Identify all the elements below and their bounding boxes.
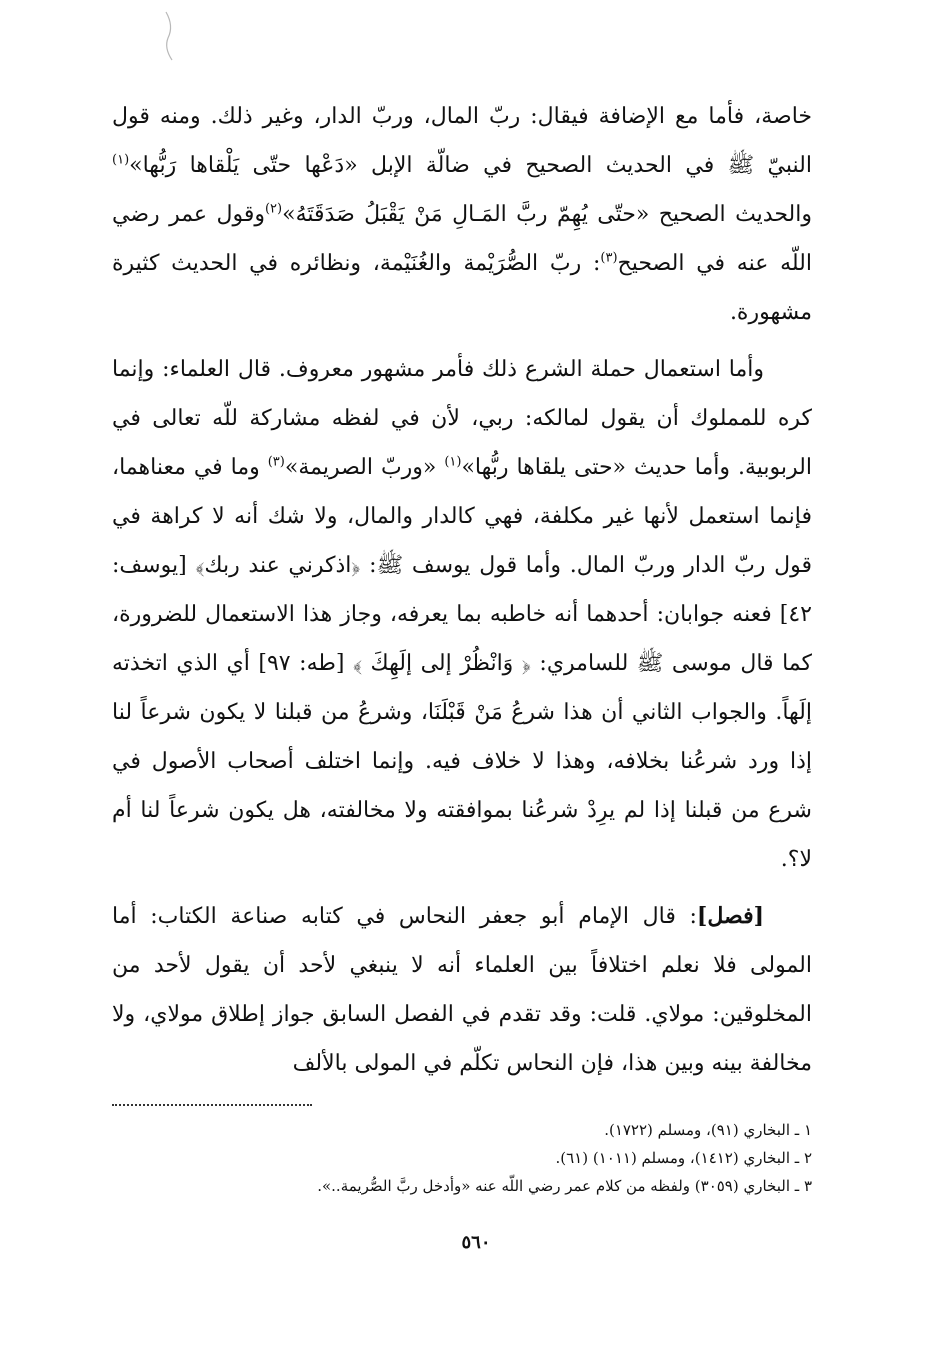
- paragraph-1: [112, 92, 812, 337]
- footnote-2: ٢ ـ البخاري (١٤١٢)، ومسلم (١٠١١) (٦١).: [555, 1149, 812, 1167]
- footnote-marker: (١): [112, 152, 130, 168]
- footnote-marker: (٢): [264, 201, 283, 217]
- text-run: «وربّ الصريمة»: [284, 455, 445, 480]
- text-run: : ربّ الصُّرَيْمة والغُنَيْمة، ونظائره في الحديث كثيرة مشهورة.: [112, 251, 812, 325]
- paragraph-2: [112, 345, 812, 884]
- margin-pencil-mark: [160, 8, 180, 68]
- footnote-1: ١ ـ البخاري (٩١)، ومسلم (١٧٢٢).: [604, 1121, 812, 1139]
- text-run: : قال الإمام أبو جعفر النحاس في كتابه صناعة الكتاب: أما المولى فلا نعلم اختلافاً بين العلماء أنه لا ينبغي لأحد أن يقول لأحد من المخلوقين: مولاي. قلت: وقد تقدم في الفصل السابق جواز إطلاق مولاي، ولا مخالفة بينه وبين هذا، فإن النحاس تكلّم في المولى بالألف: [112, 904, 812, 1076]
- footnote-marker: (١): [444, 454, 462, 470]
- page-number: ٥٦٠: [461, 1232, 491, 1253]
- body-text: [112, 92, 812, 1088]
- text-run: خاصة، فأما مع الإضافة فيقال: ربّ المال، وربّ الدار، وغير ذلك. ومنه قول النبيّ ﷺ في الحديث الصحيح في ضالّة الإبل «دَعْها حتّى يَلْقاها رَبُّها»: [112, 104, 812, 178]
- text-run: وأما استعمال حملة الشرع ذلك فأمر مشهور معروف. قال العلماء: وإنما كره للمملوك أن يقول لمالكه: ربي، لأن في لفظه مشاركة للّه تعالى في الربوبية. وأما حديث «حتى يلقاها ربُّها»: [112, 357, 812, 480]
- text-run: والحديث الصحيح «حتّى يُهِمّ ربَّ المَـالِ مَنْ يَقْبَلُ صَدَقَتَهُ»: [282, 202, 812, 227]
- footnote-marker: (٣): [267, 454, 285, 470]
- text-run: وما في معناهما، فإنما استعمل لأنها غير مكلفة، فهي كالدار والمال، ولا شك أنه لا كراهة في قول ربّ الدار وربّ المال. وأما قول يوسف ﷺ: ﴿اذكرني عند ربك﴾ [يوسف: ٤٢] فعنه جوابان: أحدهما أنه خاطبه بما يعرفه، وجاز هذا الاستعمال للضرورة، كما قال موسى ﷺ للسامري: ﴿ وَانْظُرْ إلى إلَهِكَ ﴾ [طه: ٩٧] أي الذي اتخذته إلَهاً. والجواب الثاني أن هذا شرعُ مَنْ قَبْلَنَا، وشرعُ من قبلنا لا يكون شرعاً لنا إذا ورد شرعُنا بخلافه، وهذا لا خلاف فيه. وإنما اختلف أصحاب الأصول في شرع من قبلنا إذا لم يرِدْ شرعُنا بموافقته ولا مخالفته، هل يكون شرعاً لنا أم لا؟.: [112, 455, 812, 872]
- section-heading-label: [فصل]: [696, 903, 764, 929]
- footnotes: [112, 1116, 812, 1200]
- paragraph-3: [112, 892, 812, 1088]
- footnote-separator: [112, 1094, 312, 1106]
- text-run: وقول عمر رضي اللّه عنه في الصحيح: [112, 202, 812, 276]
- footnote-3: ٣ ـ البخاري (٣٠٥٩) ولفظه من كلام عمر رضي اللّه عنه «وأدخل ربَّ الصُّريمة..».: [317, 1177, 812, 1195]
- footnote-marker: (٣): [600, 250, 618, 266]
- page-body: [112, 92, 812, 1200]
